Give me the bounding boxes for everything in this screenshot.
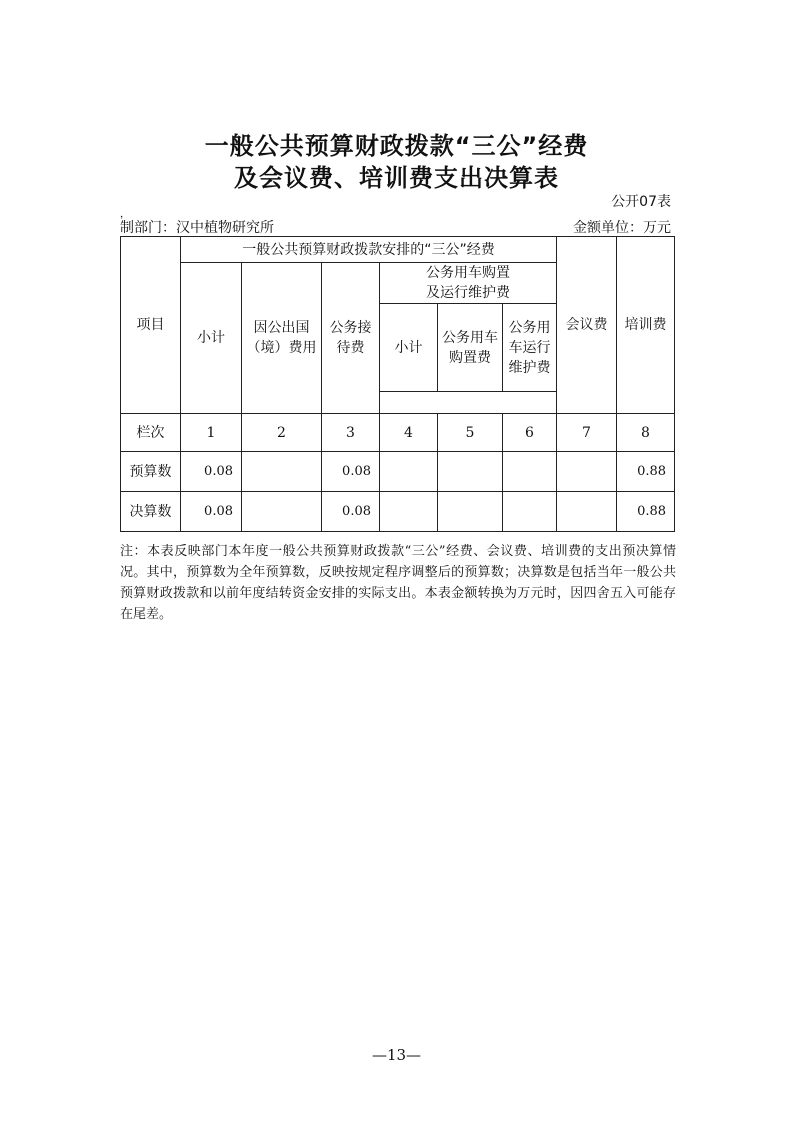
row-label: 栏次 (121, 414, 181, 452)
form-number: 公开07表 (611, 194, 671, 210)
table-cell (438, 452, 503, 492)
page-number: —13— (371, 1046, 422, 1064)
table-cell: 4 (380, 414, 438, 452)
table-row (121, 492, 675, 532)
table-cell: 0.08 (181, 452, 242, 492)
header-reception (322, 263, 380, 414)
header-reception-line1: 公务接 (329, 320, 372, 336)
table-cell: 0.08 (322, 452, 380, 492)
table-cell: 0.08 (322, 492, 380, 532)
header-training: 培训费 (617, 237, 675, 414)
header-vehicle-operation (503, 304, 557, 392)
table-cell (242, 492, 322, 532)
stray-mark: ， (120, 209, 130, 220)
table-cell (557, 492, 617, 532)
table-cell: 8 (617, 414, 675, 452)
header-group: 一般公共预算财政拨款安排的“三公”经费 (181, 237, 557, 263)
table-cell: 0.08 (181, 492, 242, 532)
table-cell (503, 452, 557, 492)
header-vehicle-purchase (438, 304, 503, 392)
header-abroad-line2: （境）费用 (246, 340, 317, 356)
unit-label: 金额单位：万元 (573, 220, 671, 236)
table-cell (242, 452, 322, 492)
header-meeting: 会议费 (557, 237, 617, 414)
table-cell: 0.88 (617, 492, 675, 532)
header-purchase-line2: 购置费 (449, 349, 491, 366)
table-cell (503, 492, 557, 532)
department-label: 制部门：汉中植物研究所 (120, 220, 274, 236)
table-cell: 5 (438, 414, 503, 452)
row-label: 预算数 (121, 452, 181, 492)
table-cell: 7 (557, 414, 617, 452)
header-operation-line1: 公务用 (508, 319, 551, 336)
table-cell (557, 452, 617, 492)
table-cell: 2 (242, 414, 322, 452)
table-cell: 0.88 (617, 452, 675, 492)
table-row (121, 452, 675, 492)
header-operation-line2: 车运行 (508, 339, 551, 356)
document-title-line2: 及会议费、培训费支出决算表 (234, 164, 559, 192)
header-vehicle (380, 263, 557, 304)
header-reception-line2: 待费 (336, 340, 365, 356)
table-note: 注：本表反映部门本年度一般公共预算财政拨款“三公”经费、会议费、培训费的支出预决算情况。其中，预算数为全年预算数，反映按规定程序调整后的预算数；决算数是包括当年一般公共预算财政拨款和以前年度结转资金安排的实际支出。本表金额转换为万元时，因四舍五入可能存在尾差。 (120, 544, 676, 622)
header-subtotal: 小计 (181, 263, 242, 414)
header-vehicle-line1: 公务用车购置 (426, 265, 510, 281)
table-cell (380, 492, 438, 532)
row-label: 决算数 (121, 492, 181, 532)
header-operation-line3: 维护费 (508, 359, 551, 376)
table-cell (380, 452, 438, 492)
document-title-line1: 一般公共预算财政拨款“三公”经费 (204, 132, 589, 160)
table-cell (438, 492, 503, 532)
header-abroad (242, 263, 322, 414)
header-purchase-line1: 公务用车 (442, 329, 498, 346)
table-cell: 6 (503, 414, 557, 452)
header-vehicle-subtotal: 小计 (380, 304, 438, 392)
header-vehicle-line2: 及运行维护费 (426, 285, 510, 301)
header-item: 项目 (121, 237, 181, 414)
table-cell: 3 (322, 414, 380, 452)
expense-table (120, 236, 675, 532)
header-abroad-line1: 因公出国 (253, 320, 310, 336)
table-row (121, 414, 675, 452)
table-cell: 1 (181, 414, 242, 452)
